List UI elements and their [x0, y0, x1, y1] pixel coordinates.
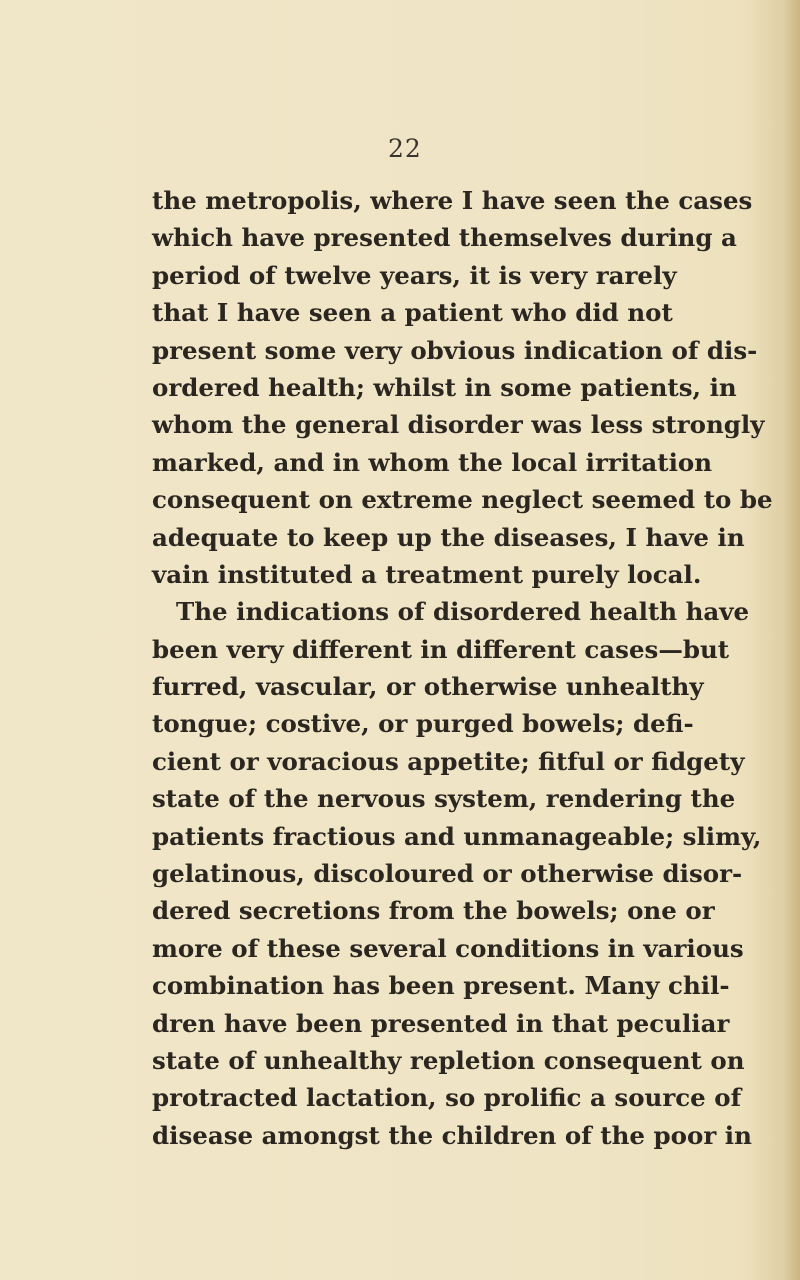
text-line: disease amongst the children of the poor in	[152, 1120, 752, 1150]
text-line: protracted lactation, so prolific a source of	[152, 1083, 742, 1113]
text-line: furred, vascular, or otherwise unhealthy	[152, 672, 704, 702]
text-line: been very different in different cases—but	[152, 634, 730, 664]
text-line: consequent on extreme neglect seemed to be	[152, 485, 773, 515]
text-line: gelatinous, discoloured or otherwise disor-	[152, 859, 743, 889]
text-line: state of unhealthy repletion consequent on	[152, 1045, 745, 1075]
text-line: cient or voracious appetite; fitful or fidgety	[152, 746, 745, 776]
text-line: marked, and in whom the local irritation	[152, 447, 713, 477]
text-line: The indications of disordered health have	[176, 597, 750, 627]
text-line: that I have seen a patient who did not	[152, 298, 673, 328]
text-line: which have presented themselves during a	[152, 223, 737, 253]
text-line: adequate to keep up the diseases, I have in	[152, 522, 745, 552]
text-line: whom the general disorder was less strongly	[152, 410, 765, 440]
page-edge-shadow	[784, 0, 800, 1280]
text-line: vain instituted a treatment purely local.	[152, 559, 702, 589]
text-line: tongue; costive, or purged bowels; defi-	[152, 709, 694, 739]
text-line: dered secretions from the bowels; one or	[152, 896, 715, 926]
text-line: state of the nervous system, rendering the	[152, 784, 736, 814]
text-line: ordered health; whilst in some patients, in	[152, 372, 737, 402]
body-text	[152, 182, 773, 1154]
text-line: combination has been present. Many chil-	[152, 971, 730, 1001]
text-line: more of these several conditions in various	[152, 933, 744, 963]
text-line: dren have been presented in that peculiar	[152, 1008, 730, 1038]
text-line: patients fractious and unmanageable; slimy,	[152, 821, 762, 851]
page-number: 22	[388, 134, 422, 163]
text-line: present some very obvious indication of dis-	[152, 335, 758, 365]
text-line: period of twelve years, it is very rarely	[152, 260, 677, 290]
text-line: the metropolis, where I have seen the cases	[152, 186, 753, 215]
